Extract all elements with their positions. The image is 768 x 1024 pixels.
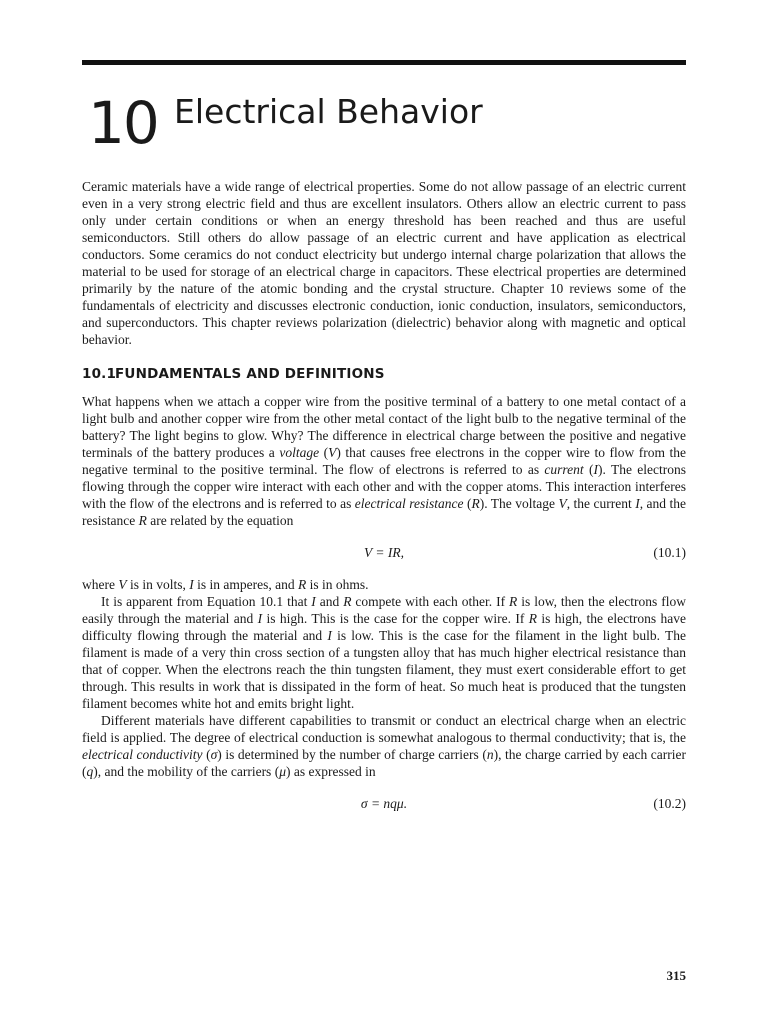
equation-10-1 (82, 544, 686, 561)
page-number: 315 (666, 968, 686, 983)
section-number: 10.1 (82, 366, 117, 382)
paragraph-fundamentals: What happens when we attach a copper wire from the positive terminal of a battery to one metal contact of a light bulb and another copper wire from the other metal contact of the light bulb to the negative terminal of the battery? The light begins to glow. Why? The difference in electrical charge between the positive and negative terminals of the battery produces a voltage (V) that causes free electrons in the copper wire to flow from the negative terminal to the positive terminal. The flow of electrons is referred to as current (I). The electrons flowing through the copper wire interact with each other and with the copper atoms. This interaction interferes with the flow of the electrons and is referred to as electrical resistance (R). The voltage V, the current I, and the resistance R are related by the equation (82, 394, 687, 528)
equation-expression: σ = nqμ. (360, 796, 408, 811)
term-current: current (544, 462, 584, 477)
equation-expression: V = IR, (364, 545, 404, 560)
chapter-number: 10 (88, 89, 158, 157)
chapter-heading (88, 88, 688, 158)
page-body (82, 178, 686, 827)
equation-10-2 (82, 795, 686, 812)
chapter-title: Electrical Behavior (174, 92, 483, 131)
intro-paragraph: Ceramic materials have a wide range of electrical properties. Some do not allow passage of an electric current even in a very strong electric field and thus are excellent insulators. Others allow an electric current to pass only under certain conditions or when an energy threshold has been reached and thus are useful semiconductors. Still others do allow passage of an electric current and have application as electrical conductors. Some ceramics do not conduct electricity but undergo internal charge polarization that allows the material to be used for storage of an electrical charge in capacitors. These electrical properties are determined primarily by the nature of the atomic bonding and the crystal structure. Chapter 10 reviews some of the fundamentals of electricity and discusses electronic conduction, ionic conduction, insulators, semiconductors, and superconductors. This chapter reviews polarization (dielectric) behavior along with magnetic and optical behavior. (82, 179, 686, 347)
term-electrical-resistance: electrical resistance (354, 496, 464, 511)
paragraph-conductivity: Different materials have different capabilities to transmit or conduct an electrical charge when an electric field is applied. The degree of electrical conduction is somewhat analogous to thermal conductivity; that is, the electrical conductivity (σ) is determined by the number of charge carriers (n), the charge carried by each carrier (q), and the mobility of the carriers (μ) as expressed in (82, 713, 687, 779)
paragraph-resistance: It is apparent from Equation 10.1 that I and R compete with each other. If R is low, then the electrons flow easily through the material and I is high. This is the case for the copper wire. If R is high, the electrons have difficulty flowing through the material and I is low. This is the case for the filament in the light bulb. The filament is made of a very thin cross section of a tungsten alloy that has much higher electrical resistance than that of copper. When the electrons reach the thin tungsten filament, they must exert considerable effort to get through. This results in work that is dissipated in the form of heat. So much heat is produced that the tungsten filament becomes white hot and emits bright light. (82, 594, 687, 711)
section-heading (82, 366, 686, 383)
equation-number: (10.1) (653, 545, 686, 560)
equation-number: (10.2) (653, 796, 686, 811)
section-title: FUNDAMENTALS AND DEFINITIONS (115, 366, 385, 382)
top-rule (82, 60, 686, 65)
paragraph-units: where V is in volts, I is in amperes, and R is in ohms. (82, 577, 369, 592)
term-voltage: voltage (279, 445, 320, 460)
term-electrical-conductivity: electrical conductivity (82, 747, 203, 762)
